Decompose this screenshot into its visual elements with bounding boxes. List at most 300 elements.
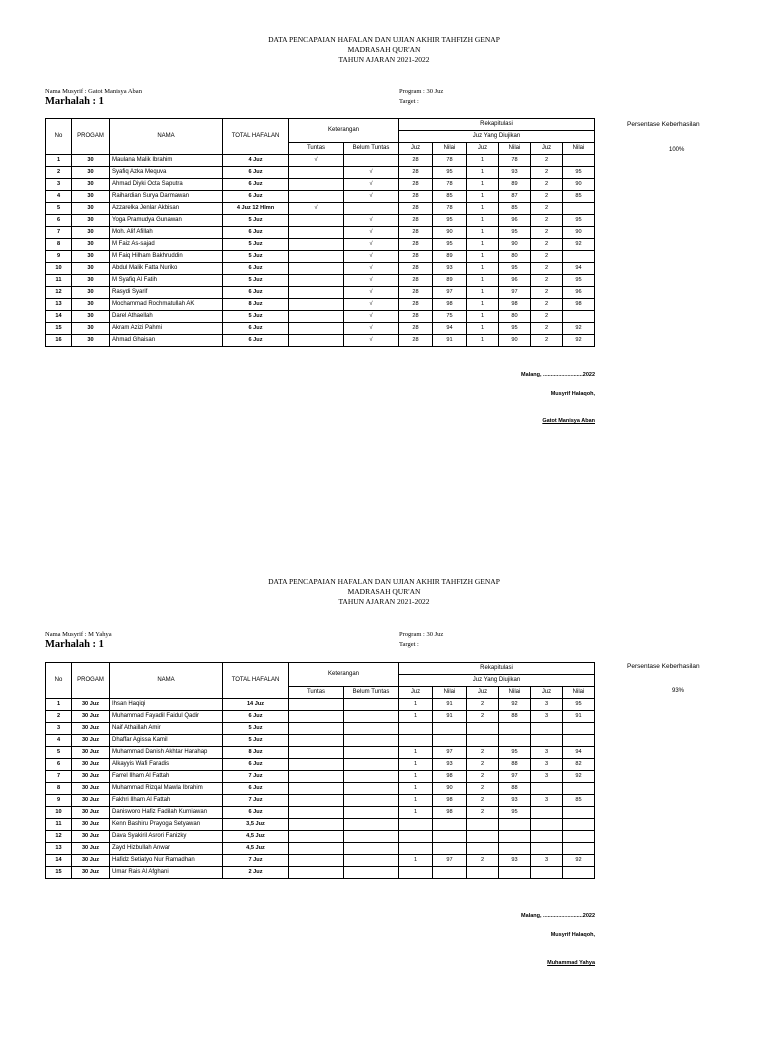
cell-belum-tuntas: √ — [344, 239, 399, 251]
cell-no: 5 — [46, 203, 72, 215]
cell-tuntas — [289, 263, 344, 275]
col-total-hafalan: TOTAL HAFALAN — [223, 119, 289, 155]
table-row — [46, 323, 595, 335]
cell-nama: Ahmad Diyki Octa Saputra — [110, 179, 223, 191]
cell-juz-3 — [531, 831, 563, 843]
cell-tuntas — [289, 191, 344, 203]
cell-belum-tuntas — [344, 759, 399, 771]
col-nama: NAMA — [110, 119, 223, 155]
cell-nilai-2: 88 — [499, 759, 531, 771]
cell-juz-3: 2 — [531, 191, 563, 203]
table-row — [46, 335, 595, 347]
cell-juz-1 — [399, 867, 433, 879]
cell-juz-1: 28 — [399, 287, 433, 299]
cell-juz-1: 28 — [399, 215, 433, 227]
cell-total-hafalan: 5 Juz — [223, 239, 289, 251]
cell-nama: Farrel Ilham Al Fattah — [110, 771, 223, 783]
cell-juz-3: 3 — [531, 759, 563, 771]
report-section-1 — [0, 0, 768, 512]
cell-nama: Hafidz Setiatyo Nur Ramadhan — [110, 855, 223, 867]
cell-belum-tuntas — [344, 843, 399, 855]
cell-nama: M Faiq Hilham Bakhruddin — [110, 251, 223, 263]
cell-nama: Zayd Hizbullah Anwar — [110, 843, 223, 855]
cell-juz-2: 2 — [467, 759, 499, 771]
table-row — [46, 795, 595, 807]
table-row — [46, 867, 595, 879]
cell-belum-tuntas — [344, 735, 399, 747]
persentase-value: 100% — [669, 147, 685, 153]
cell-nilai-2 — [499, 723, 531, 735]
cell-juz-3: 2 — [531, 227, 563, 239]
cell-total-hafalan: 6 Juz — [223, 335, 289, 347]
table-row — [46, 155, 595, 167]
cell-belum-tuntas: √ — [344, 311, 399, 323]
cell-tuntas — [289, 215, 344, 227]
cell-tuntas — [289, 251, 344, 263]
cell-nilai-3 — [563, 311, 595, 323]
cell-juz-1 — [399, 831, 433, 843]
cell-belum-tuntas — [344, 795, 399, 807]
cell-juz-3: 2 — [531, 335, 563, 347]
cell-tuntas — [289, 275, 344, 287]
cell-nilai-1: 91 — [433, 711, 467, 723]
cell-juz-1 — [399, 843, 433, 855]
cell-belum-tuntas: √ — [344, 323, 399, 335]
cell-juz-3: 3 — [531, 771, 563, 783]
table-row — [46, 203, 595, 215]
cell-total-hafalan: 4,5 Juz — [223, 843, 289, 855]
cell-nilai-1: 94 — [433, 323, 467, 335]
cell-juz-1 — [399, 735, 433, 747]
cell-juz-2: 1 — [467, 251, 499, 263]
cell-juz-1: 28 — [399, 167, 433, 179]
cell-nilai-3: 95 — [563, 215, 595, 227]
cell-total-hafalan: 6 Juz — [223, 807, 289, 819]
cell-total-hafalan: 4 Juz — [223, 155, 289, 167]
col-tuntas: Tuntas — [289, 143, 344, 155]
cell-nilai-3: 95 — [563, 699, 595, 711]
cell-total-hafalan: 8 Juz — [223, 747, 289, 759]
cell-belum-tuntas — [344, 855, 399, 867]
cell-nilai-3: 90 — [563, 227, 595, 239]
cell-nama: Raihardian Surya Darmawan — [110, 191, 223, 203]
cell-tuntas: √ — [289, 155, 344, 167]
cell-nilai-1 — [433, 867, 467, 879]
cell-belum-tuntas — [344, 203, 399, 215]
cell-juz-2 — [467, 831, 499, 843]
cell-nilai-1: 98 — [433, 771, 467, 783]
cell-no: 11 — [46, 819, 72, 831]
cell-no: 6 — [46, 215, 72, 227]
signature-name: Muhammad Yahya — [547, 960, 595, 966]
cell-nilai-3: 94 — [563, 747, 595, 759]
cell-nilai-3: 95 — [563, 167, 595, 179]
marhalah-label: Marhalah : 1 — [45, 96, 104, 107]
cell-juz-1: 28 — [399, 155, 433, 167]
cell-belum-tuntas: √ — [344, 167, 399, 179]
cell-progam: 30 Juz — [72, 807, 110, 819]
col-nilai: Nilai — [499, 143, 531, 155]
cell-no: 16 — [46, 335, 72, 347]
col-juz: Juz — [467, 143, 499, 155]
cell-juz-3: 2 — [531, 263, 563, 275]
cell-nilai-2 — [499, 831, 531, 843]
col-juz: Juz — [399, 143, 433, 155]
cell-progam: 30 — [72, 167, 110, 179]
cell-nilai-2: 95 — [499, 323, 531, 335]
cell-juz-2: 1 — [467, 167, 499, 179]
cell-total-hafalan: 6 Juz — [223, 323, 289, 335]
cell-juz-3: 3 — [531, 795, 563, 807]
cell-no: 3 — [46, 179, 72, 191]
cell-progam: 30 — [72, 215, 110, 227]
cell-juz-2: 1 — [467, 227, 499, 239]
cell-belum-tuntas — [344, 831, 399, 843]
cell-tuntas — [289, 831, 344, 843]
cell-juz-1: 1 — [399, 807, 433, 819]
cell-nama: Muhammad Danish Akhtar Harahap — [110, 747, 223, 759]
cell-juz-2: 1 — [467, 263, 499, 275]
cell-total-hafalan: 3,5 Juz — [223, 819, 289, 831]
cell-no: 2 — [46, 711, 72, 723]
cell-nilai-2 — [499, 819, 531, 831]
cell-nilai-1: 89 — [433, 251, 467, 263]
cell-no: 8 — [46, 239, 72, 251]
cell-nama: Yoga Pramudya Gunawan — [110, 215, 223, 227]
cell-juz-2: 2 — [467, 795, 499, 807]
cell-juz-3: 3 — [531, 855, 563, 867]
col-juz: Juz — [531, 143, 563, 155]
cell-nilai-3 — [563, 155, 595, 167]
cell-nilai-1 — [433, 723, 467, 735]
cell-juz-1: 1 — [399, 711, 433, 723]
persentase-label: Persentase Keberhasilan — [627, 121, 700, 128]
cell-progam: 30 Juz — [72, 867, 110, 879]
cell-no: 3 — [46, 723, 72, 735]
cell-belum-tuntas: √ — [344, 191, 399, 203]
cell-juz-3: 2 — [531, 299, 563, 311]
col-rekapitulasi: Rekapitulasi — [399, 119, 595, 131]
cell-nilai-2: 90 — [499, 239, 531, 251]
cell-progam: 30 Juz — [72, 831, 110, 843]
rekap-table — [45, 118, 595, 347]
cell-total-hafalan: 6 Juz — [223, 227, 289, 239]
cell-tuntas — [289, 735, 344, 747]
cell-tuntas — [289, 167, 344, 179]
cell-nilai-3: 92 — [563, 239, 595, 251]
cell-progam: 30 Juz — [72, 795, 110, 807]
cell-nilai-2 — [499, 843, 531, 855]
col-nilai: Nilai — [563, 143, 595, 155]
cell-tuntas — [289, 699, 344, 711]
cell-juz-3: 2 — [531, 311, 563, 323]
cell-juz-3: 2 — [531, 215, 563, 227]
cell-juz-3: 3 — [531, 699, 563, 711]
cell-nilai-1: 98 — [433, 299, 467, 311]
cell-progam: 30 — [72, 287, 110, 299]
cell-total-hafalan: 6 Juz — [223, 263, 289, 275]
cell-nilai-1: 97 — [433, 747, 467, 759]
col-no: No — [46, 119, 72, 155]
cell-juz-3: 2 — [531, 251, 563, 263]
cell-juz-2: 1 — [467, 239, 499, 251]
col-tuntas: Tuntas — [289, 687, 344, 699]
cell-nama: M Faiz As-sajad — [110, 239, 223, 251]
cell-total-hafalan: 6 Juz — [223, 759, 289, 771]
cell-total-hafalan: 5 Juz — [223, 723, 289, 735]
cell-nilai-1: 91 — [433, 699, 467, 711]
cell-nama: Dava Syakiril Asrori Fanizky — [110, 831, 223, 843]
cell-juz-2 — [467, 723, 499, 735]
cell-juz-1: 28 — [399, 275, 433, 287]
cell-nama: Moh. Alif Afillah — [110, 227, 223, 239]
cell-nilai-3: 92 — [563, 771, 595, 783]
cell-tuntas — [289, 723, 344, 735]
cell-belum-tuntas: √ — [344, 227, 399, 239]
table-row — [46, 723, 595, 735]
cell-belum-tuntas — [344, 819, 399, 831]
signature-role: Musyrif Halaqoh, — [550, 391, 595, 397]
cell-juz-2: 2 — [467, 699, 499, 711]
cell-no: 15 — [46, 323, 72, 335]
col-juz-diujikan: Juz Yang Diujikan — [399, 131, 595, 143]
cell-nilai-2 — [499, 867, 531, 879]
cell-progam: 30 — [72, 275, 110, 287]
table-row — [46, 807, 595, 819]
table-row — [46, 771, 595, 783]
cell-nilai-1: 98 — [433, 807, 467, 819]
cell-tuntas — [289, 239, 344, 251]
cell-belum-tuntas — [344, 807, 399, 819]
cell-nilai-1: 93 — [433, 759, 467, 771]
cell-progam: 30 — [72, 335, 110, 347]
cell-progam: 30 Juz — [72, 855, 110, 867]
cell-nilai-1: 85 — [433, 191, 467, 203]
cell-progam: 30 — [72, 239, 110, 251]
cell-no: 10 — [46, 807, 72, 819]
cell-nilai-3: 92 — [563, 855, 595, 867]
cell-no: 1 — [46, 155, 72, 167]
col-progam: PROGAM — [72, 663, 110, 699]
cell-juz-1: 1 — [399, 783, 433, 795]
signature-name: Gatot Manisya Aban — [542, 418, 595, 424]
table-body — [46, 699, 595, 879]
cell-no: 2 — [46, 167, 72, 179]
cell-juz-3: 2 — [531, 203, 563, 215]
cell-juz-1: 28 — [399, 203, 433, 215]
cell-nilai-3: 82 — [563, 759, 595, 771]
col-nilai: Nilai — [499, 687, 531, 699]
cell-nama: Muhammad Rizqal Mawla Ibrahim — [110, 783, 223, 795]
cell-juz-2: 2 — [467, 855, 499, 867]
table-row — [46, 263, 595, 275]
cell-tuntas — [289, 227, 344, 239]
cell-juz-3: 2 — [531, 275, 563, 287]
cell-juz-2 — [467, 819, 499, 831]
cell-nilai-2: 89 — [499, 179, 531, 191]
report-section-2 — [0, 542, 768, 1054]
cell-juz-3: 2 — [531, 239, 563, 251]
signature-place-date: Malang, ..........................2022 — [521, 372, 595, 378]
cell-juz-2: 2 — [467, 783, 499, 795]
cell-nilai-2: 88 — [499, 711, 531, 723]
table-row — [46, 855, 595, 867]
cell-nilai-3: 98 — [563, 299, 595, 311]
cell-juz-1: 28 — [399, 191, 433, 203]
cell-tuntas — [289, 323, 344, 335]
cell-nama: Mochammad Rochmatullah AK — [110, 299, 223, 311]
cell-tuntas — [289, 747, 344, 759]
cell-nama: Azzarelka Jenlar Akbisan — [110, 203, 223, 215]
report-header — [0, 35, 768, 65]
cell-juz-1: 1 — [399, 747, 433, 759]
institution-name: MADRASAH QUR'AN — [347, 587, 421, 596]
cell-juz-3 — [531, 723, 563, 735]
cell-nilai-3: 96 — [563, 287, 595, 299]
cell-nilai-3 — [563, 723, 595, 735]
table-row — [46, 735, 595, 747]
cell-nilai-3 — [563, 843, 595, 855]
institution-name: MADRASAH QUR'AN — [347, 45, 421, 54]
cell-juz-1: 28 — [399, 311, 433, 323]
cell-total-hafalan: 6 Juz — [223, 179, 289, 191]
cell-juz-1: 1 — [399, 699, 433, 711]
cell-tuntas — [289, 299, 344, 311]
cell-nilai-2: 98 — [499, 299, 531, 311]
table-row — [46, 819, 595, 831]
cell-belum-tuntas: √ — [344, 251, 399, 263]
cell-total-hafalan: 14 Juz — [223, 699, 289, 711]
cell-progam: 30 Juz — [72, 747, 110, 759]
cell-belum-tuntas: √ — [344, 179, 399, 191]
cell-nilai-2: 96 — [499, 215, 531, 227]
table-row — [46, 843, 595, 855]
cell-nilai-2: 93 — [499, 795, 531, 807]
report-title: DATA PENCAPAIAN HAFALAN DAN UJIAN AKHIR TAHFIZH GENAP — [268, 35, 500, 44]
cell-nama: Ihsan Haqiqi — [110, 699, 223, 711]
col-total-hafalan: TOTAL HAFALAN — [223, 663, 289, 699]
cell-nilai-1: 78 — [433, 179, 467, 191]
cell-progam: 30 Juz — [72, 783, 110, 795]
cell-tuntas — [289, 843, 344, 855]
cell-nama: Syafiq Azka Mequva — [110, 167, 223, 179]
cell-nilai-2: 93 — [499, 167, 531, 179]
cell-juz-1: 28 — [399, 251, 433, 263]
cell-nilai-1: 97 — [433, 287, 467, 299]
cell-juz-2 — [467, 843, 499, 855]
cell-nilai-1: 97 — [433, 855, 467, 867]
cell-progam: 30 Juz — [72, 819, 110, 831]
table-body — [46, 155, 595, 347]
table-row — [46, 251, 595, 263]
cell-belum-tuntas — [344, 711, 399, 723]
cell-nama: Akram Azizi Pahmi — [110, 323, 223, 335]
cell-tuntas: √ — [289, 203, 344, 215]
cell-no: 13 — [46, 299, 72, 311]
col-belum-tuntas: Belum Tuntas — [344, 687, 399, 699]
target-label: Target : — [399, 98, 419, 105]
cell-tuntas — [289, 819, 344, 831]
cell-juz-1 — [399, 723, 433, 735]
cell-nama: Ahmad Ghaisan — [110, 335, 223, 347]
cell-nilai-3: 85 — [563, 191, 595, 203]
table-row — [46, 699, 595, 711]
cell-tuntas — [289, 179, 344, 191]
cell-juz-3 — [531, 819, 563, 831]
cell-progam: 30 Juz — [72, 723, 110, 735]
cell-juz-2: 1 — [467, 203, 499, 215]
cell-belum-tuntas — [344, 783, 399, 795]
musyrif-name: Nama Musyrif : Gatot Manisya Aban — [45, 88, 142, 95]
col-juz: Juz — [399, 687, 433, 699]
col-juz: Juz — [467, 687, 499, 699]
cell-total-hafalan: 5 Juz — [223, 735, 289, 747]
cell-no: 12 — [46, 831, 72, 843]
cell-juz-1: 1 — [399, 855, 433, 867]
cell-nilai-2: 95 — [499, 263, 531, 275]
cell-nilai-3 — [563, 867, 595, 879]
rekap-table — [45, 662, 595, 879]
col-rekapitulasi: Rekapitulasi — [399, 663, 595, 675]
cell-progam: 30 — [72, 227, 110, 239]
cell-belum-tuntas — [344, 699, 399, 711]
cell-nilai-2: 97 — [499, 771, 531, 783]
table-row — [46, 215, 595, 227]
cell-nilai-3: 90 — [563, 179, 595, 191]
cell-nilai-1 — [433, 843, 467, 855]
cell-tuntas — [289, 335, 344, 347]
cell-nilai-3 — [563, 807, 595, 819]
program-label: Program : 30 Juz — [399, 88, 444, 95]
cell-progam: 30 — [72, 299, 110, 311]
cell-juz-3 — [531, 807, 563, 819]
cell-juz-1: 28 — [399, 323, 433, 335]
cell-no: 6 — [46, 759, 72, 771]
table-row — [46, 299, 595, 311]
cell-nilai-3: 94 — [563, 263, 595, 275]
cell-total-hafalan: 6 Juz — [223, 167, 289, 179]
cell-no: 1 — [46, 699, 72, 711]
cell-nilai-1: 95 — [433, 167, 467, 179]
cell-belum-tuntas — [344, 155, 399, 167]
cell-no: 15 — [46, 867, 72, 879]
cell-nilai-2: 95 — [499, 807, 531, 819]
cell-nilai-3 — [563, 203, 595, 215]
cell-progam: 30 — [72, 251, 110, 263]
table-row — [46, 711, 595, 723]
cell-total-hafalan: 4,5 Juz — [223, 831, 289, 843]
cell-nama: M Syafiq Al Fatih — [110, 275, 223, 287]
table-row — [46, 191, 595, 203]
cell-juz-3 — [531, 843, 563, 855]
cell-juz-3 — [531, 783, 563, 795]
col-nama: NAMA — [110, 663, 223, 699]
report-title: DATA PENCAPAIAN HAFALAN DAN UJIAN AKHIR TAHFIZH GENAP — [268, 577, 500, 586]
signature-role: Musyrif Halaqoh, — [550, 932, 595, 938]
cell-juz-2: 1 — [467, 191, 499, 203]
cell-belum-tuntas — [344, 867, 399, 879]
cell-no: 10 — [46, 263, 72, 275]
cell-juz-2: 1 — [467, 215, 499, 227]
cell-nilai-1: 98 — [433, 795, 467, 807]
cell-nilai-2: 88 — [499, 783, 531, 795]
cell-nilai-1: 93 — [433, 263, 467, 275]
cell-nilai-3: 92 — [563, 335, 595, 347]
cell-progam: 30 — [72, 203, 110, 215]
cell-nama: Maulana Malik Ibrahim — [110, 155, 223, 167]
cell-total-hafalan: 7 Juz — [223, 771, 289, 783]
cell-nilai-3: 92 — [563, 323, 595, 335]
